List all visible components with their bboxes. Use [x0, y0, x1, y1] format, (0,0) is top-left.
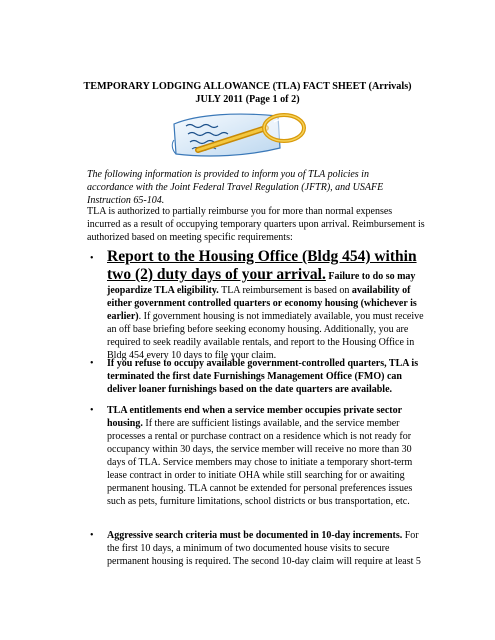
bullet-marker: •	[90, 253, 94, 264]
bullet-marker: •	[90, 405, 94, 416]
bullet-marker: •	[90, 358, 94, 369]
bullet-bold-text: Aggressive search criteria must be documented in 10-day increments.	[107, 530, 403, 541]
bullet-marker: •	[90, 530, 94, 541]
bullet-bold-text: TLA entitlements end when a service member occupies private sector housing.	[107, 405, 402, 429]
bullet-text: TLA reimbursement is based on	[218, 285, 352, 296]
tla-authorization-paragraph: TLA is authorized to partially reimburse you for more than normal expenses incurred as a result of occupying temporary quarters upon arrival. Reimbursement is authorized based on meeting specific requirements:	[87, 206, 425, 243]
bullet-text: For the first 10 days, a minimum of two documented house visits to secure permanent housing is required. The second 10-day claim will require at least 5	[107, 530, 421, 567]
bullet-aggressive-search	[107, 529, 429, 568]
bullet-tla-entitlements-end	[107, 404, 429, 508]
bullet-bold-text: availability of either government controlled quarters or economy housing (whichever is earlier)	[107, 285, 417, 322]
bullet-text: If there are sufficient listings available, and the service member processes a rental or purchase contract on a residence which is not ready for occupancy within 30 days, the service member will receive no more than 30 days of TLA. Service members may chose to initiate a temporary short-term lease contract in order to initiate OHA while still searching for or awaiting permanent housing. TLA cannot be extended for personal preferences issues such as pets, furniture limitations, school districts or bus transportation, etc.	[107, 418, 413, 507]
bullet-report-housing-office	[107, 248, 429, 362]
intro-statement: The following information is provided to inform you of TLA policies in accordance with the Joint Federal Travel Regulation (JFTR), and USAFE Instruction 65-104.	[87, 169, 384, 206]
magnifying-glass-over-document-icon	[168, 110, 318, 165]
bullet-bold-text: If you refuse to occupy available government-controlled quarters, TLA is terminated the first date Furnishings Management Office (FMO) can deliver loaner furnishings based on the date quarters are available.	[107, 358, 419, 395]
bullet-text: . If government housing is not immediately available, you must receive an off base briefing before seeking economy housing. Additionally, you are required to seek readily available rentals, and report to the Housing Office in Bldg 454 every 10 days to file your claim.	[107, 311, 424, 361]
fact-sheet-title: TEMPORARY LODGING ALLOWANCE (TLA) FACT SHEET (Arrivals)	[83, 81, 412, 92]
bullet-refuse-quarters	[107, 357, 429, 396]
bullet-heading: Report to the Housing Office (Bldg 454) within two (2) duty days of your arrival.	[107, 248, 417, 283]
bullet-bold-text: Failure to do so may jeopardize TLA eligibility.	[107, 271, 416, 296]
fact-sheet-date: JULY 2011 (Page 1 of 2)	[195, 94, 300, 105]
